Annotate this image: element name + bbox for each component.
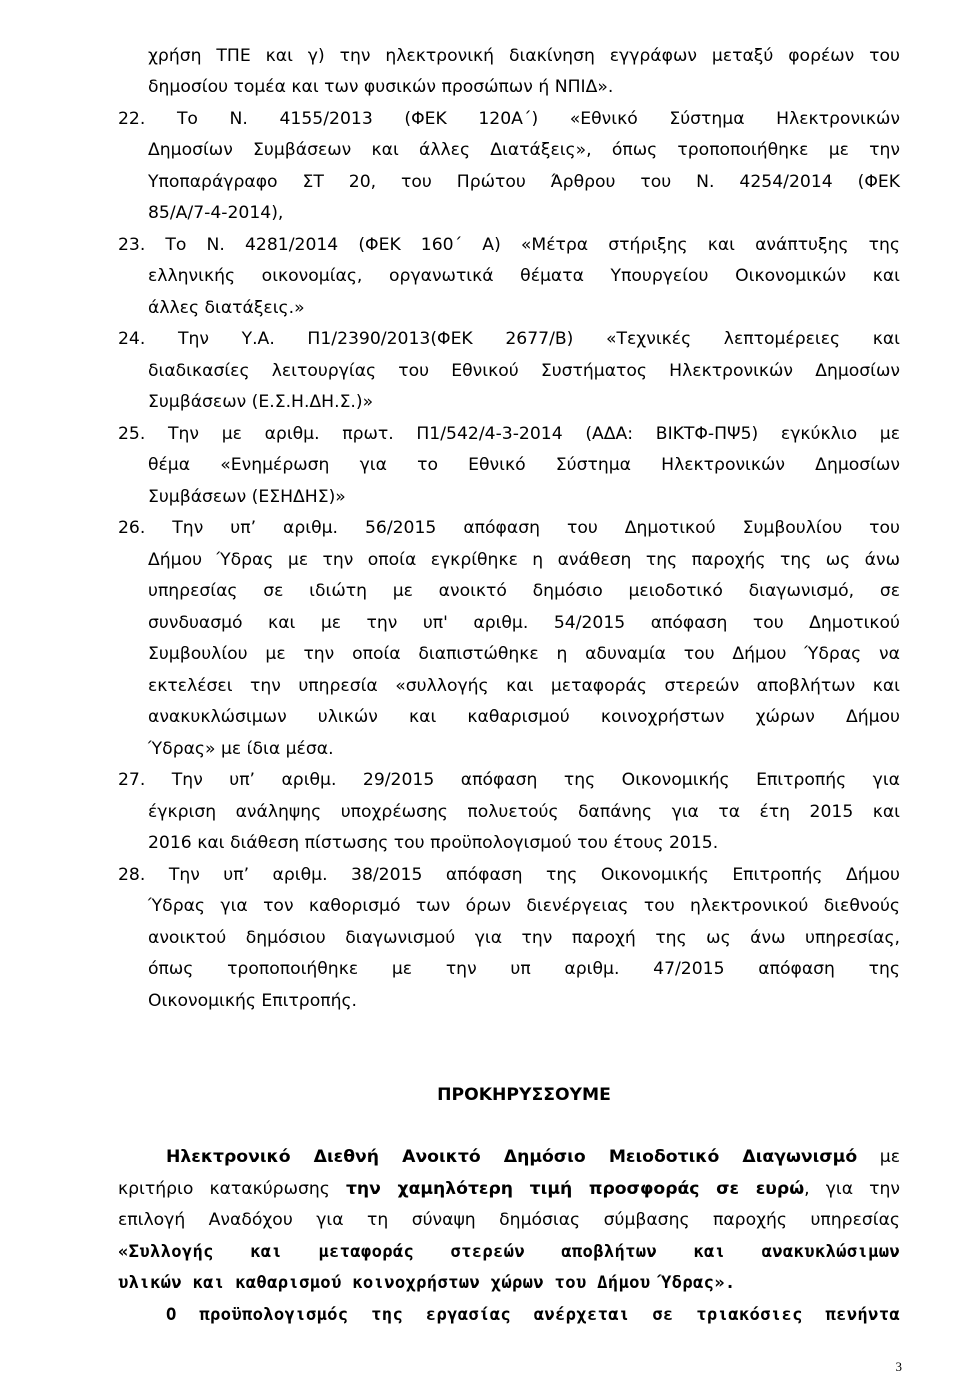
list-item-28: 28. Την υπ’ αριθμ. 38/2015 απόφαση της Οικονομικής Επιτροπής Δήμου: [118, 865, 900, 885]
text-line: 2016 και διάθεση πίστωσης του προϋπολογισμού του έτους 2015.: [148, 833, 719, 853]
award-criterion-bold: την χαμηλότερη τιμή προσφοράς σε ευρώ: [345, 1179, 805, 1199]
closing-line-2: [118, 1174, 900, 1206]
closing-line-3: επιλογή Αναδόχου για τη σύναψη δημόσιας σύμβασης παροχής υπηρεσίας: [118, 1210, 900, 1230]
text-line: 85/Α/7-4-2014),: [148, 203, 284, 223]
text-span: , για την: [804, 1179, 900, 1199]
text-span: με: [857, 1147, 900, 1167]
list-item-25: 25. Την με αριθμ. πρωτ. Π1/542/4-3-2014 (ΑΔΑ: ΒΙΚΤΦ-ΠΨ5) εγκύκλιο με: [118, 424, 900, 444]
text-line: διαδικασίες λειτουργίας του Εθνικού Συστήματος Ηλεκτρονικών Δημοσίων: [148, 361, 900, 381]
list-item-27: 27. Την υπ’ αριθμ. 29/2015 απόφαση της Οικονομικής Επιτροπής για: [118, 770, 900, 790]
closing-line-4: «Συλλογής και μεταφοράς στερεών αποβλήτων και ανακυκλώσιμων: [118, 1242, 900, 1262]
text-line: Δήμου Ύδρας με την οποία εγκρίθηκε η ανάθεση της παροχής της ως άνω: [148, 550, 900, 570]
list-item-24: 24. Την Υ.Α. Π1/2390/2013(ΦΕΚ 2677/Β) «Τεχνικές λεπτομέρειες και: [118, 329, 900, 349]
page-number: 3: [895, 1359, 902, 1374]
text-line: ανοικτού δημόσιου διαγωνισμού για την παροχή της ως άνω υπηρεσίας,: [148, 928, 900, 948]
closing-line-5: υλικών και καθαρισμού κοινοχρήστων χώρων του Δήμου Ύδρας».: [118, 1273, 736, 1293]
text-line: Ύδρας» με ίδια μέσα.: [148, 739, 334, 759]
text-line: Δημοσίων Συμβάσεων και άλλες Διατάξεις», όπως τροποποιήθηκε με την: [148, 140, 900, 160]
text-line: έγκριση ανάληψης υποχρέωσης πολυετούς δαπάνης για τα έτη 2015 και: [148, 802, 900, 822]
text-span: κριτήριο κατακύρωσης: [118, 1179, 346, 1199]
text-line: Συμβάσεων (Ε.Σ.Η.ΔΗ.Σ.)»: [148, 392, 374, 412]
text-line: δημοσίου τομέα και των φυσικών προσώπων ή ΝΠΙΔ».: [148, 77, 614, 97]
text-line: εκτελέσει την υπηρεσία «συλλογής και μεταφοράς στερεών αποβλήτων και: [148, 676, 900, 696]
text-line: άλλες διατάξεις.»: [148, 298, 305, 318]
text-line: Οικονομικής Επιτροπής.: [148, 991, 358, 1011]
text-line: όπως τροποποιήθηκε με την υπ αριθμ. 47/2015 απόφαση της: [148, 959, 900, 979]
text-line: ανακυκλώσιμων υλικών και καθαρισμού κοινοχρήστων χώρων Δήμου: [148, 707, 900, 727]
text-line: ελληνικής οικονομίας, οργανωτικά θέματα Υπουργείου Οικονομικών και: [148, 266, 900, 286]
text-line: Συμβουλίου με την οποία διαπιστώθηκε η αδυναμία του Δήμου Ύδρας να: [148, 644, 900, 664]
text-line: χρήση ΤΠΕ και γ) την ηλεκτρονική διακίνηση εγγράφων μεταξύ φορέων του: [148, 46, 900, 66]
text-line: Υποπαράγραφο ΣΤ 20, του Πρώτου Άρθρου του Ν. 4254/2014 (ΦΕΚ: [148, 172, 900, 192]
section-heading: ΠΡΟΚΗΡΥΣΣΟΥΜΕ: [437, 1085, 611, 1105]
closing-line-1: [166, 1142, 900, 1174]
text-line: Ύδρας για τον καθορισμό των όρων διενέργειας του ηλεκτρονικού διεθνούς: [148, 896, 900, 916]
text-line: υπηρεσίας σε ιδιώτη με ανοικτό δημόσιο μειοδοτικό διαγωνισμό, σε: [148, 581, 900, 601]
text-line: συνδυασμό και με την υπ' αριθμ. 54/2015 απόφαση του Δημοτικού: [148, 613, 900, 633]
text-line: θέμα «Ενημέρωση για το Εθνικό Σύστημα Ηλεκτρονικών Δημοσίων: [148, 455, 900, 475]
list-item-22: 22. Το Ν. 4155/2013 (ΦΕΚ 120Α΄) «Εθνικό Σύστημα Ηλεκτρονικών: [118, 109, 900, 129]
text-line: Συμβάσεων (ΕΣΗΔΗΣ)»: [148, 487, 346, 507]
closing-line-6: Ο προϋπολογισμός της εργασίας ανέρχεται σε τριακόσιες πενήντα: [166, 1305, 900, 1325]
list-item-26: 26. Την υπ’ αριθμ. 56/2015 απόφαση του Δημοτικού Συμβουλίου του: [118, 518, 900, 538]
tender-title-bold: Ηλεκτρονικό Διεθνή Ανοικτό Δημόσιο Μειοδοτικό Διαγωνισμό: [166, 1147, 858, 1167]
list-item-23: 23. Το Ν. 4281/2014 (ΦΕΚ 160΄ Α) «Μέτρα στήριξης και ανάπτυξης της: [118, 235, 900, 255]
